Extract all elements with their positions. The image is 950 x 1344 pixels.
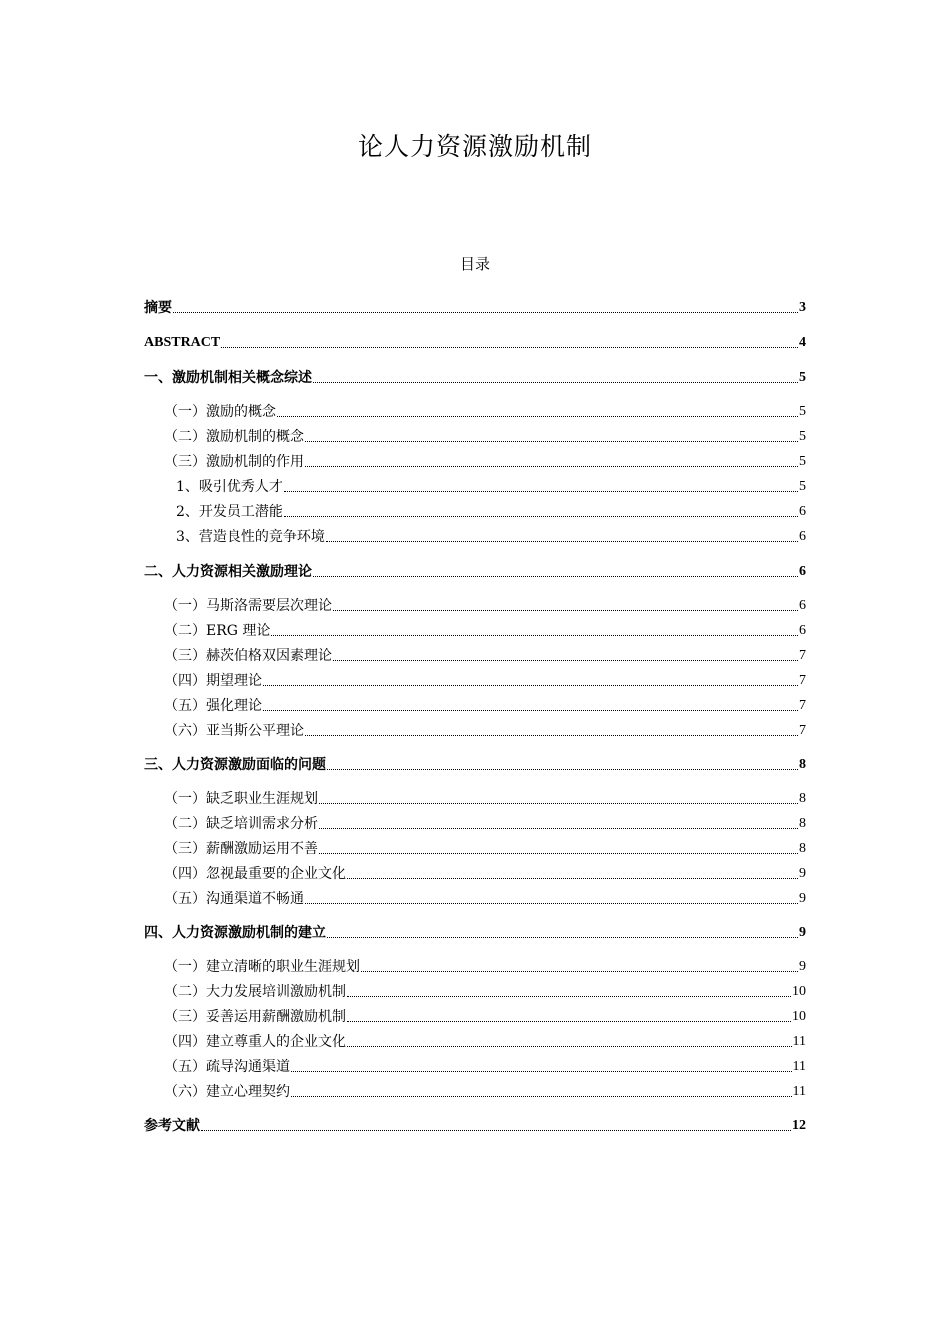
toc-entry-label: （三）薪酬激励运用不善 [164,841,318,857]
toc-entry[interactable] [144,452,806,472]
toc-page-number: 11 [792,1034,806,1049]
toc-dot-leader [201,1130,791,1131]
toc-dot-leader [313,576,798,577]
toc-dot-leader [305,466,798,467]
document-title: 论人力资源激励机制 [357,132,592,161]
toc-page-number: 11 [792,1084,806,1099]
toc-dot-leader [305,735,798,736]
toc-page-number: 7 [799,723,806,738]
toc-entry-label: （二）激励机制的概念 [164,429,304,445]
toc-entry-label: （一）马斯洛需要层次理论 [164,598,332,614]
toc-dot-leader [291,1071,792,1072]
toc-entry[interactable] [144,1007,806,1027]
toc-entry-label: 四、人力资源激励机制的建立 [144,925,326,941]
toc-entry[interactable] [144,502,806,522]
toc-entry-label: （四）建立尊重人的企业文化 [164,1034,346,1050]
toc-entry-label: （三）赫茨伯格双因素理论 [164,648,332,664]
toc-entry-label: （四）期望理论 [164,673,262,689]
toc-entry-label: （四）忽视最重要的企业文化 [164,866,346,882]
toc-entry-label: （二）缺乏培训需求分析 [164,816,318,832]
toc-entry[interactable] [144,368,806,388]
toc-dot-leader [361,971,798,972]
toc-entry[interactable] [144,1032,806,1052]
toc-page-number: 10 [792,1009,806,1024]
toc-page-number: 6 [799,504,806,519]
toc-page-number: 5 [799,429,806,444]
toc-entry-label: （六）建立心理契约 [164,1084,290,1100]
toc-entry[interactable] [144,814,806,834]
toc-entry[interactable] [144,889,806,909]
toc-entry-label: （二）ERG 理论 [164,623,271,639]
toc-entry[interactable] [144,1057,806,1077]
toc-dot-leader [347,1021,791,1022]
toc-entry[interactable] [144,923,806,943]
toc-dot-leader [305,441,798,442]
toc-page-number: 7 [799,648,806,663]
toc-dot-leader [173,312,798,313]
toc-page-number: 3 [799,300,806,315]
toc-entry[interactable] [144,1116,806,1136]
toc-dot-leader [263,685,798,686]
toc-dot-leader [347,878,798,879]
toc-entry-label: （二）大力发展培训激励机制 [164,984,346,1000]
toc-page-number: 7 [799,698,806,713]
toc-entry[interactable] [144,864,806,884]
toc-dot-leader [263,710,798,711]
toc-dot-leader [291,1096,792,1097]
toc-entry-label: （五）沟通渠道不畅通 [164,891,304,907]
toc-page-number: 5 [799,454,806,469]
toc-entry-label: （五）疏导沟通渠道 [164,1059,290,1075]
toc-page-number: 5 [799,404,806,419]
toc-page-number: 6 [799,529,806,544]
toc-dot-leader [284,516,798,517]
toc-page-number: 8 [799,816,806,831]
toc-entry[interactable] [144,982,806,1002]
toc-entry-label: （六）亚当斯公平理论 [164,723,304,739]
toc-page-number: 8 [799,791,806,806]
toc-page-number: 11 [792,1059,806,1074]
toc-page-number: 4 [799,335,806,350]
toc-page-number: 9 [799,925,806,940]
toc-entry-label: 摘要 [144,300,172,316]
toc-page-number: 8 [799,757,806,772]
toc-dot-leader [305,903,798,904]
toc-dot-leader [221,347,798,348]
toc-page-number: 5 [799,370,806,385]
toc-entry-label: （一）缺乏职业生涯规划 [164,791,318,807]
toc-entry[interactable] [144,621,806,641]
toc-entry[interactable] [144,646,806,666]
toc-dot-leader [271,635,798,636]
toc-entry[interactable] [144,957,806,977]
toc-dot-leader [319,803,798,804]
toc-page-number: 12 [792,1118,806,1133]
toc-dot-leader [327,769,798,770]
toc-entry-label: 一、激励机制相关概念综述 [144,370,312,386]
toc-page-number: 9 [799,959,806,974]
toc-entry-label: （一）激励的概念 [164,404,276,420]
toc-dot-leader [327,937,798,938]
toc-dot-leader [313,382,798,383]
toc-page-number: 10 [792,984,806,999]
toc-entry[interactable] [144,721,806,741]
toc-dot-leader [333,660,798,661]
toc-entry-label: 三、人力资源激励面临的问题 [144,757,326,773]
toc-heading: 目录 [459,255,490,273]
toc-page-number: 6 [799,564,806,579]
toc-entry[interactable] [144,298,806,318]
toc-entry[interactable] [144,1082,806,1102]
toc-dot-leader [319,853,798,854]
toc-page-number: 9 [799,891,806,906]
toc-entry[interactable] [144,402,806,422]
toc-entry-label: （五）强化理论 [164,698,262,714]
toc-entry-label: 1、吸引优秀人才 [176,479,283,495]
toc-dot-leader [284,491,798,492]
toc-entry[interactable] [144,562,806,582]
toc-entry-label: （一）建立清晰的职业生涯规划 [164,959,360,975]
toc-dot-leader [347,996,791,997]
toc-entry[interactable] [144,427,806,447]
toc-entry-label: 3、营造良性的竞争环境 [176,529,325,545]
toc-dot-leader [333,610,798,611]
toc-dot-leader [319,828,798,829]
toc-dot-leader [347,1046,792,1047]
toc-dot-leader [277,416,798,417]
toc-entry[interactable] [144,527,806,547]
toc-entry-label: 2、开发员工潜能 [176,504,283,520]
toc-page-number: 5 [799,479,806,494]
toc-entry-label: ABSTRACT [144,335,221,350]
toc-page-number: 6 [799,598,806,613]
toc-page-number: 7 [799,673,806,688]
toc-entry[interactable] [144,839,806,859]
toc-entry-label: （三）妥善运用薪酬激励机制 [164,1009,346,1025]
toc-dot-leader [326,541,798,542]
toc-entry[interactable] [144,696,806,716]
toc-entry[interactable] [144,596,806,616]
toc-entry[interactable] [144,671,806,691]
toc-entry[interactable] [144,333,806,353]
toc-entry[interactable] [144,789,806,809]
toc-entry-label: （三）激励机制的作用 [164,454,304,470]
toc-page-number: 8 [799,841,806,856]
toc-entry-label: 参考文献 [144,1118,200,1134]
toc-entry[interactable] [144,477,806,497]
toc-page-number: 9 [799,866,806,881]
toc-page-number: 6 [799,623,806,638]
toc-entry[interactable] [144,755,806,775]
toc-entry-label: 二、人力资源相关激励理论 [144,564,312,580]
